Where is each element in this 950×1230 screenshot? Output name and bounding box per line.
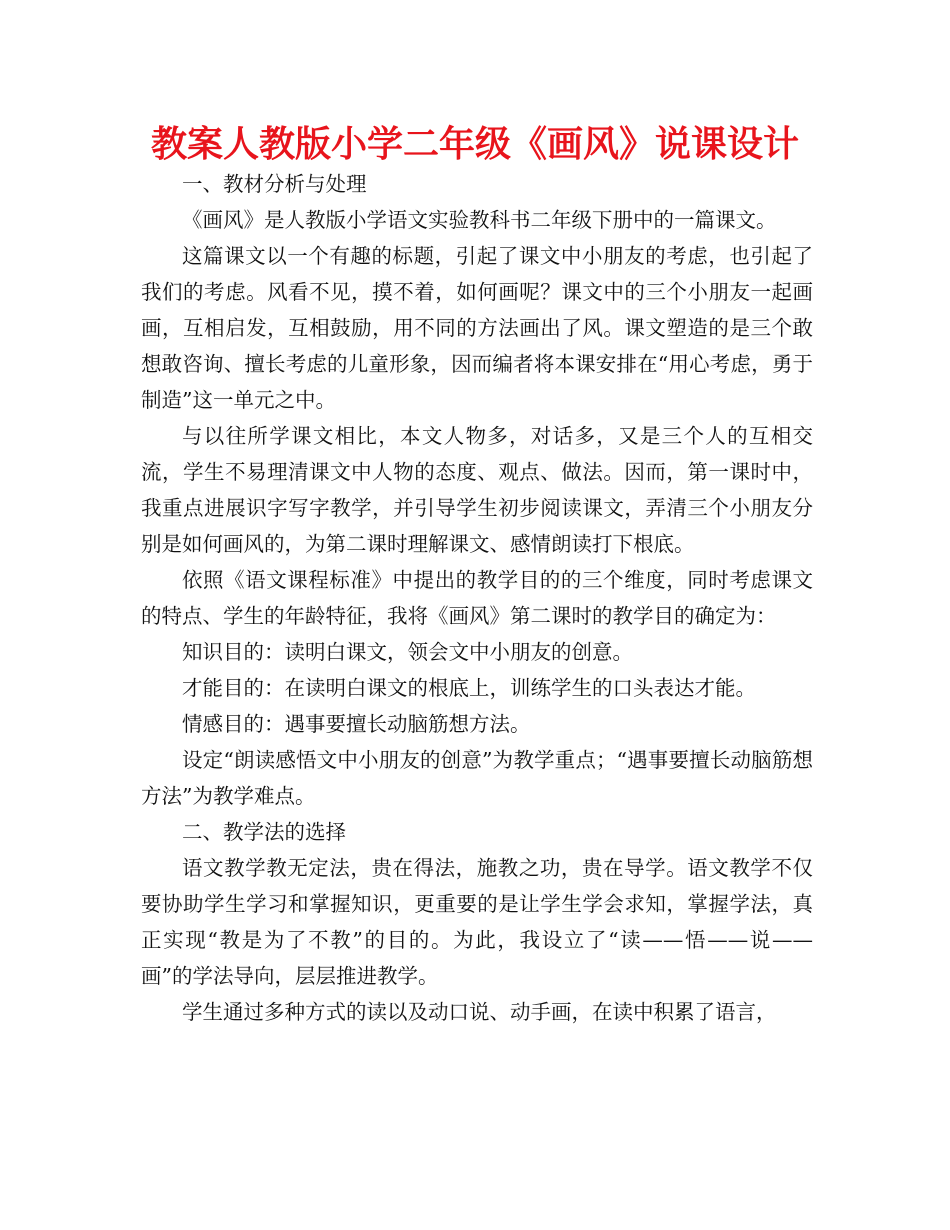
goal-ability: 才能目的：在读明白课文的根底上，训练学生的口头表达才能。 (182, 676, 756, 700)
paragraph: 与以往所学课文相比，本文人物多，对话多，又是三个人的互相交流，学生不易理清课文中人物的态度、观点、做法。因而，第一课时中，我重点进展识字写字教学，并引导学生初步阅读课文，弄清三个小朋友分别是如何画风的，为第二课时理解课文、感情朗读打下根底。 (141, 424, 813, 556)
section-heading-1: 一、教材分析与处理 (182, 172, 367, 196)
paragraph: 语文教学教无定法，贵在得法，施教之功，贵在导学。语文教学不仅要协助学生学习和掌握知识，更重要的是让学生学会求知，掌握学法，真正实现“教是为了不教”的目的。为此，我设立了“读——悟——说——画”的学法导向，层层推进教学。 (141, 856, 813, 988)
paragraph: 设定“朗读感悟文中小朋友的创意”为教学重点；“遇事要擅长动脑筋想方法”为教学难点。 (141, 748, 813, 808)
goal-knowledge: 知识目的：读明白课文，领会文中小朋友的创意。 (182, 640, 633, 664)
goal-emotion: 情感目的：遇事要擅长动脑筋想方法。 (182, 712, 531, 736)
section-heading-2: 二、教学法的选择 (182, 820, 346, 844)
document-body (141, 166, 813, 1030)
paragraph: 学生通过多种方式的读以及动口说、动手画，在读中积累了语言， (182, 1000, 777, 1024)
paragraph: 《画风》是人教版小学语文实验教科书二年级下册中的一篇课文。 (182, 208, 777, 232)
document-title: 教案人教版小学二年级《画风》说课设计 (150, 124, 799, 165)
paragraph: 这篇课文以一个有趣的标题，引起了课文中小朋友的考虑，也引起了我们的考虑。风看不见，摸不着，如何画呢？课文中的三个小朋友一起画画，互相启发，互相鼓励，用不同的方法画出了风。课文塑造的是三个敢想敢咨询、擅长考虑的儿童形象，因而编者将本课安排在“用心考虑，勇于制造”这一单元之中。 (141, 244, 813, 412)
paragraph: 依照《语文课程标准》中提出的教学目的的三个维度，同时考虑课文的特点、学生的年龄特征，我将《画风》第二课时的教学目的确定为： (141, 568, 813, 628)
